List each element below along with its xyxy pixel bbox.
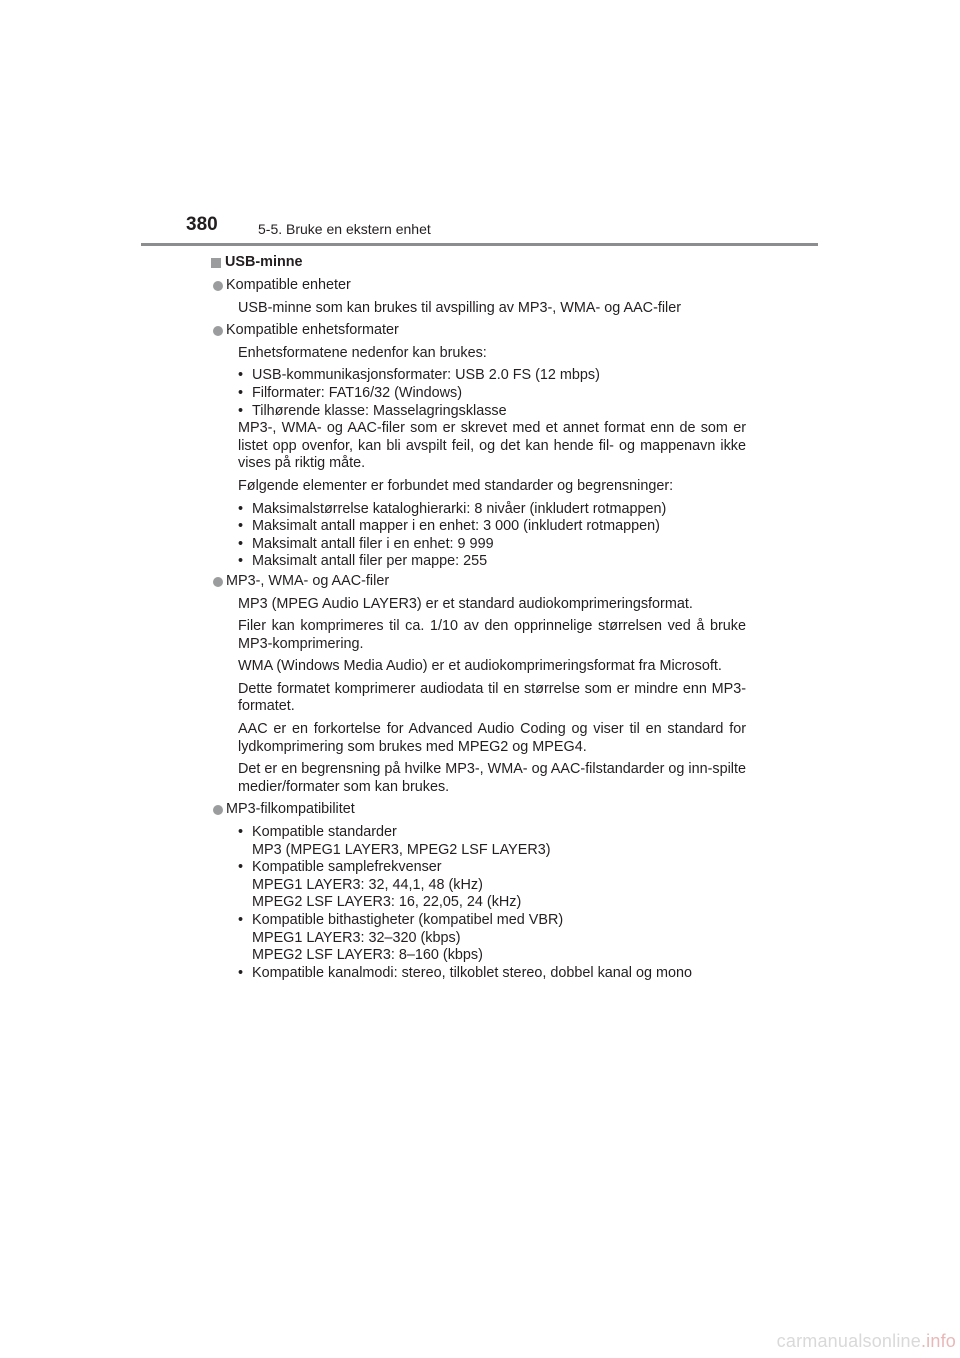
subsection-file-types — [211, 573, 746, 591]
format-note: MP3-, WMA- og AAC-filer som er skrevet med et annet format enn de som er listet opp ovenfor, kan bli avspilt feil, og det kan hende fil- og mappenavn ikke vises på riktig måte. — [238, 420, 746, 472]
circle-bullet-icon — [213, 577, 223, 587]
list-item: • Maksimalt antall filer i en enhet: 9 999 — [238, 535, 494, 552]
list-item-detail: MPEG1 LAYER3: 32–320 (kbps) — [252, 929, 461, 946]
list-item-detail: MP3 (MPEG1 LAYER3, MPEG2 LSF LAYER3) — [252, 841, 551, 858]
list-item: • Tilhørende klasse: Masselagringsklasse — [238, 402, 507, 419]
list-item-detail: MPEG1 LAYER3: 32, 44,1, 48 (kHz) — [252, 876, 483, 893]
subsection-title: Kompatible enhetsformater — [226, 322, 399, 339]
circle-bullet-icon — [213, 326, 223, 336]
list-item: • Maksimalt antall filer per mappe: 255 — [238, 553, 488, 570]
list-item: • Filformater: FAT16/32 (Windows) — [238, 384, 463, 401]
subsection-compatible-devices — [211, 277, 746, 295]
list-item: • Maksimalt antall mapper i en enhet: 3 000 (inkludert rotmappen) — [238, 518, 660, 535]
list-item: • Kompatible samplefrekvenser — [238, 859, 442, 876]
list-item-detail: MPEG2 LSF LAYER3: 8–160 (kbps) — [252, 947, 483, 964]
subsection-title: MP3-filkompatibilitet — [226, 801, 355, 818]
paragraph: USB-minne som kan brukes til avspilling av MP3-, WMA- og AAC-filer — [238, 299, 682, 316]
list-item: • USB-kommunikasjonsformater: USB 2.0 FS (12 mbps) — [238, 367, 600, 384]
section-title: 5-5. Bruke en ekstern enhet — [258, 221, 431, 237]
paragraph: Filer kan komprimeres til ca. 1/10 av den opprinnelige størrelsen ved å bruke MP3-komprimering. — [238, 618, 746, 652]
circle-bullet-icon — [213, 805, 223, 815]
circle-bullet-icon — [213, 281, 223, 291]
square-bullet-icon — [211, 258, 221, 268]
list-item: • Kompatible bithastigheter (kompatibel med VBR) — [238, 912, 564, 928]
watermark: carmanualsonline.info — [776, 1331, 956, 1351]
format-list — [211, 367, 746, 473]
subsection-title: MP3-, WMA- og AAC-filer — [226, 572, 390, 589]
list-item: • Kompatible standarder — [238, 824, 397, 841]
section-heading — [211, 254, 746, 272]
paragraph: MP3 (MPEG Audio LAYER3) er et standard audiokomprimeringsformat. — [238, 595, 693, 612]
subsection-device-formats — [211, 322, 746, 340]
page-content — [211, 254, 746, 982]
limits-list — [211, 501, 746, 571]
paragraph: Dette formatet komprimerer audiodata til en størrelse som er mindre enn MP3-formatet. — [238, 680, 746, 715]
subsection-title: Kompatible enheter — [226, 277, 351, 293]
subsection-mp3-compat — [211, 801, 746, 819]
list-item-detail: MPEG2 LSF LAYER3: 16, 22,05, 24 (kHz) — [252, 894, 522, 911]
compat-list — [211, 824, 746, 982]
paragraph: AAC er en forkortelse for Advanced Audio Coding og viser til en standard for lydkomprimering som brukes med MPEG2 og MPEG4. — [238, 721, 746, 755]
list-item: • Maksimalstørrelse kataloghierarki: 8 nivåer (inkludert rotmappen) — [238, 500, 667, 517]
paragraph: Følgende elementer er forbundet med standarder og begrensninger: — [238, 477, 674, 494]
paragraph: Det er en begrensning på hvilke MP3-, WMA- og AAC-filstandarder og inn-spilte medier/formater som kan brukes. — [238, 761, 746, 795]
paragraph: Enhetsformatene nedenfor kan brukes: — [238, 344, 487, 361]
heading-text: USB-minne — [225, 254, 303, 271]
paragraph: WMA (Windows Media Audio) er et audiokomprimeringsformat fra Microsoft. — [238, 658, 722, 675]
list-item: • Kompatible kanalmodi: stereo, tilkoblet stereo, dobbel kanal og mono — [238, 964, 692, 981]
page-number: 380 — [186, 214, 218, 235]
header-divider — [141, 243, 818, 246]
